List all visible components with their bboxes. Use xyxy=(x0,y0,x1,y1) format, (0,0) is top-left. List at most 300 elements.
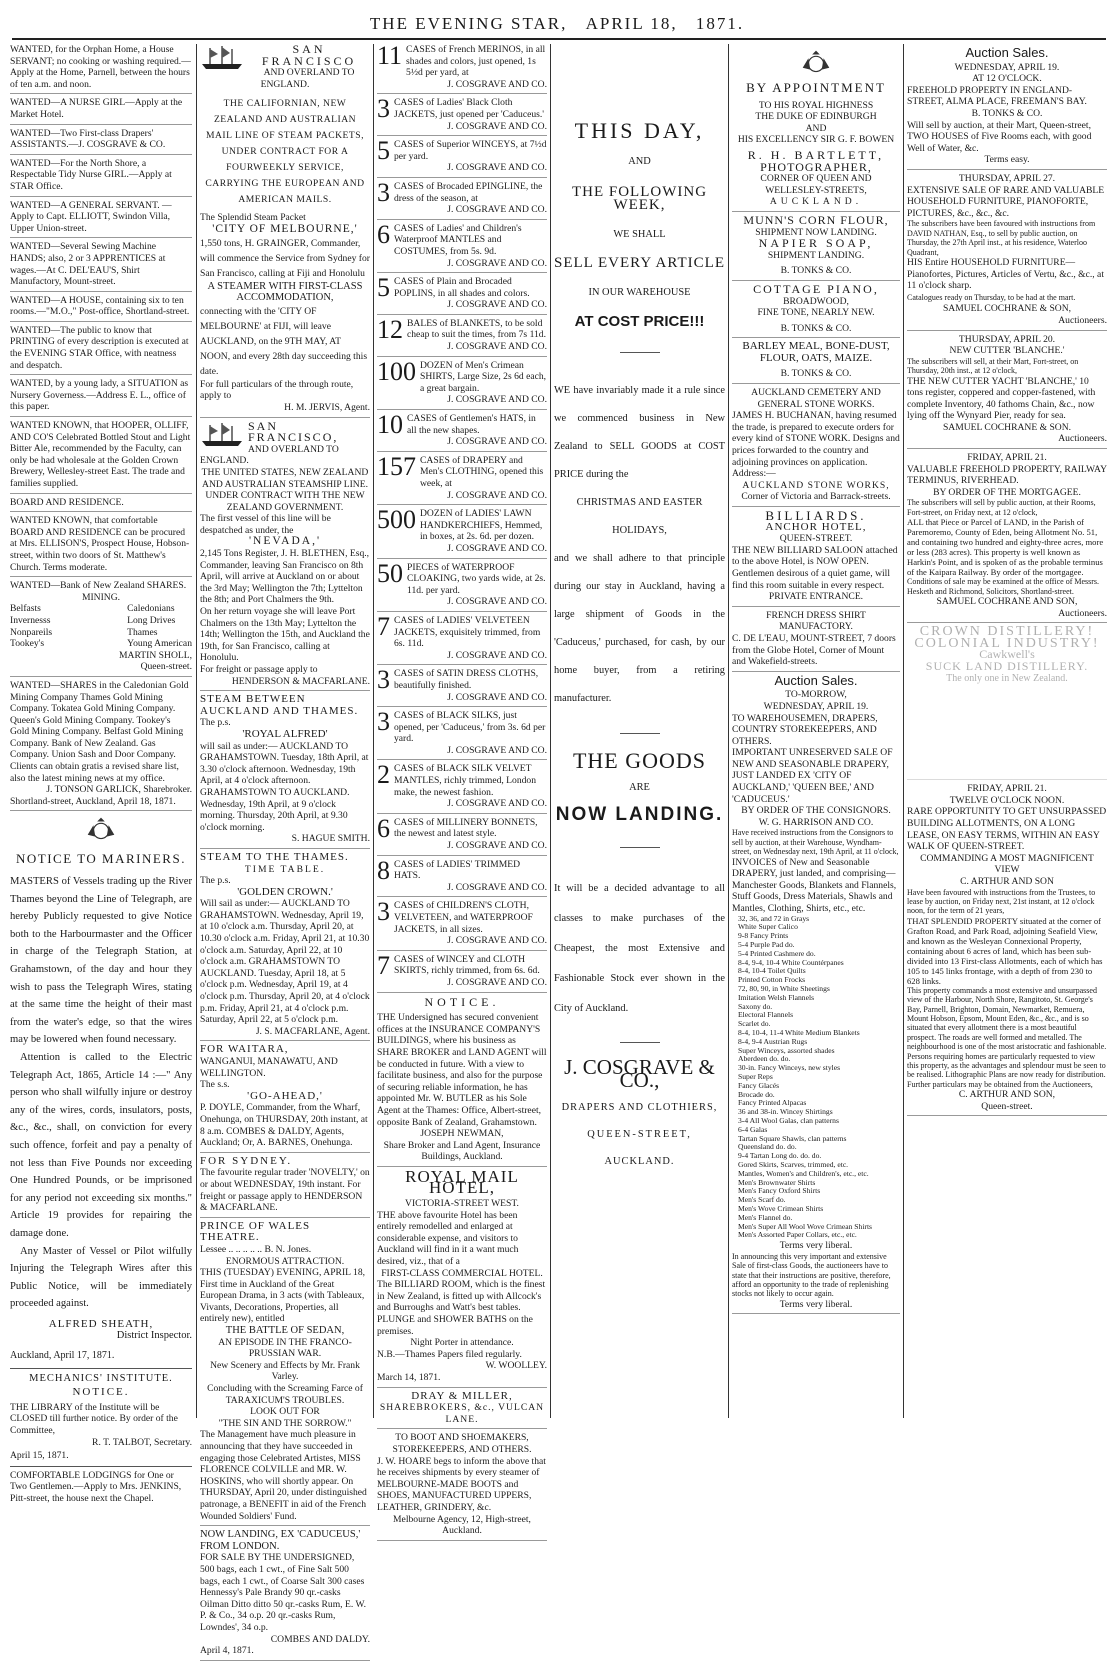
cosgrave-item xyxy=(377,41,547,94)
dray-miller-ad xyxy=(377,1391,547,1430)
ad-text: WANTED—Several Sewing Machine HANDS; also, 2 or 3 APPRENTICES at wages.—At C. DEL'EAU'S, Shirt Manufactory, Mount-street. xyxy=(10,241,166,288)
steamship-icon xyxy=(200,421,244,447)
ad-text: THIS (TUESDAY) EVENING, APRIL 18, First time in Auckland of the Great European Drama, in 3 acts (with Tableaux, Vivants, Decorations, Properties, all entirely new), entitled xyxy=(200,1267,366,1325)
invoice-item: Fancy Printed Alpacas xyxy=(738,1098,807,1108)
invoice-item: 30-in. Fancy Winceys, new styles xyxy=(738,1063,841,1073)
broker-name: J. TONSON GARLICK, Sharebroker. xyxy=(46,784,192,796)
masthead-date: APRIL 18, xyxy=(585,14,678,33)
ad-text: COMMANDING A MOST MAGNIFICENT VIEW xyxy=(920,852,1094,876)
item-text: PIECES of WATERPROOF CLOAKING, two yards wide, at 2s. 11d. per yard. xyxy=(407,561,546,596)
ad-text: Lessee .. .. .. .. .. B. N. Jones. xyxy=(200,1243,312,1255)
ad-address: Melbourne Agency, 12, High-street, Auckland. xyxy=(393,1513,531,1537)
notice-signature: ALFRED SHEATH, xyxy=(48,1317,154,1330)
firm-name: B. TONKS & CO. xyxy=(971,107,1043,119)
ad-address: QUEEN-STREET. xyxy=(779,533,853,545)
shares-ad xyxy=(10,580,192,677)
theatre-ad xyxy=(200,1221,370,1526)
invoice-item: Imitation Welsh Flannels xyxy=(738,992,815,1002)
mechanics-signature: R. T. TALBOT, Secretary. xyxy=(92,1436,192,1448)
ad-text: FINE TONE, NEARLY NEW. xyxy=(757,307,875,319)
ad-address: CORNER OF QUEEN AND WELLESLEY-STREETS, xyxy=(760,173,872,196)
ad-subtitle: VICTORIA-STREET WEST. xyxy=(405,1198,519,1210)
ad-text: THE UNITED STATES, NEW ZEALAND AND AUSTRALIAN STEAMSHIP LINE. xyxy=(201,466,369,490)
ad-text: PRIVATE ENTRANCE. xyxy=(768,591,864,603)
san-francisco-ad xyxy=(200,44,370,418)
masthead xyxy=(0,14,1114,34)
item-count: 12 xyxy=(377,314,403,344)
san-francisco-nevada-ad xyxy=(200,418,370,692)
ad-headline: FIRST-CLASS COMMERCIAL HOTEL. xyxy=(381,1267,543,1279)
invoice-item: 72, 80, 90, in White Sheetings xyxy=(738,984,830,993)
item-text: CASES of CHILDREN'S CLOTH, VELVETEEN, and WATERPROOF JACKETS, in all sizes. xyxy=(394,900,533,935)
column-divider xyxy=(550,44,551,1418)
ad-title: STEAM BETWEEN AUCKLAND AND THAMES. xyxy=(200,693,359,717)
cosgrave-item xyxy=(377,558,547,612)
ad-text: TWO HOUSES of Five Rooms each, with good Well of Water, &c. xyxy=(907,131,1092,154)
share-name: Tookey's xyxy=(10,638,45,650)
ad-title: FRENCH DRESS SHIRT MANUFACTORY. xyxy=(766,609,866,633)
notice-paragraph: Any Master of Vessel or Pilot wilfully Injuring the Telegraph Wires after this Public Notice, will be immediately proceeded against. xyxy=(10,1245,192,1310)
item-count: 2 xyxy=(377,760,390,790)
firm-name: C. ARTHUR AND SON xyxy=(960,876,1054,887)
invoice-item: 8-4, 9-4, 10-4 White Countérpanes xyxy=(738,957,844,967)
ad-text: The BILLIARD ROOM, which is the finest in New Zealand, is fitted up with Allcock's and Burroughs and Watt's best tables. xyxy=(377,1279,546,1314)
invoice-items xyxy=(732,915,900,1240)
ad-text: HIS Entire HOUSEHOLD FURNITURE—Pianofortes, Pictures, Articles of Vertu, &c., &c., at 11 o'clock sharp. xyxy=(907,256,1104,292)
column-2 xyxy=(200,42,370,1657)
auction-date: THURSDAY, APRIL 20. xyxy=(958,333,1056,345)
ad-title: PRINCE OF WALES THEATRE. xyxy=(200,1219,311,1244)
item-text: CASES of Gentlemen's HATS, in all the new shapes. xyxy=(407,413,536,436)
ship-name: 'NEVADA,' xyxy=(248,535,322,548)
invoice-item: Queensland do. do. xyxy=(738,1142,797,1152)
ad-text: WANTED—The public to know that PRINTING of every description is executed at the EVENING STAR Office, with neatness and despatch. xyxy=(10,324,189,371)
invoice-item: Men's Wove Crimean Shirts xyxy=(738,1203,824,1213)
signature: W. WOOLLEY. xyxy=(485,1360,547,1372)
firm-name: J. COSGRAVE AND CO. xyxy=(447,299,547,311)
item-count: 157 xyxy=(377,451,416,481)
share-name: Invernesss xyxy=(10,614,51,626)
sydney-ad xyxy=(200,1156,370,1218)
shares-title: WANTED—Bank of New Zealand SHARES. xyxy=(10,580,187,592)
cosgrave-item xyxy=(377,611,547,665)
barley-ad xyxy=(732,341,900,384)
cosgrave-headline: THE GOODS xyxy=(572,748,707,773)
ad-text: For full particulars of the through route, apply to xyxy=(200,378,354,402)
ad-text: In announcing this very important and extensive Sale of first-class Goods, the auctioneers have to state that their instructions are positive, therefore, afford an opportunity to the trade of replenishing stocks not likely to occur again. xyxy=(732,1251,891,1299)
firm-name: B. TONKS & CO. xyxy=(780,265,852,277)
ad-title: SAN FRANCISCO xyxy=(261,42,357,68)
wanted-ad xyxy=(10,378,192,417)
ad-text: will sail as under:— AUCKLAND TO GRAHAMSTOWN. Tuesday, 18th April, at 3.30 o'clock afternoon. Wednesday, 19th April, at 4 o'clock afternoon. GRAHAMSTOWN TO AUCKLAND. Wednesday, 19th April, at 9 o'clock morning. Thursday, 20th April, at 9.30 o'clock morning. xyxy=(200,740,369,833)
item-text: CASES of LADIES' TRIMMED HATS. xyxy=(394,858,521,882)
cosgrave-headline: AT COST PRICE!!! xyxy=(574,313,705,330)
item-count: 5 xyxy=(377,136,390,166)
ad-title: AUCKLAND CEMETERY AND GENERAL STONE WORKS. xyxy=(751,387,881,410)
piano-ad xyxy=(732,281,900,338)
wanted-ad xyxy=(10,44,192,94)
firm-name: J. COSGRAVE AND CO. xyxy=(447,120,547,132)
cosgrave-text: AND xyxy=(628,156,651,167)
invoice-item: Gored Skirts, Scarves, trimmed, etc. xyxy=(738,1159,849,1169)
firm-name: J. COSGRAVE AND CO. xyxy=(447,341,547,353)
firm-name: J. COSGRAVE AND CO. xyxy=(447,596,547,608)
ad-title: RARE OPPORTUNITY TO GET UNSURPASSED BUILDING ALLOTMENTS, ON A LONG LEASE, ON EASY TERMS, WITHIN AN EASY WALK OF QUEEN-STREET. xyxy=(907,806,1107,853)
ad-text: WANTED, by a young lady, a SITUATION as Nursery Governess.—Address E. L., office of this paper. xyxy=(10,378,189,413)
firm-name: J. COSGRAVE AND CO. xyxy=(447,881,547,893)
ad-text: BOARD AND RESIDENCE. xyxy=(10,496,124,508)
auction-date: TWELVE O'CLOCK NOON. xyxy=(949,794,1065,806)
ad-text: THE above favourite Hotel has been entirely remodelled and enlarged at considerable expense, and visitors to Auckland will find in it a want much desired, viz., that of a xyxy=(377,1209,519,1268)
cochrane-land-ad xyxy=(907,452,1107,623)
invoice-item: 9-4 Tartan Long do. do. do. xyxy=(738,1151,822,1161)
cochrane-cutter-ad xyxy=(907,334,1107,450)
ad-text: IMPORTANT UNRESERVED SALE OF NEW AND SEASONABLE DRAPERY, JUST LANDED EX 'CITY OF AUCKLAND,' 'QUEEN BEE,' AND 'CADUCEUS.' xyxy=(732,747,893,805)
mechanics-notice: NOTICE. xyxy=(72,1386,130,1399)
wanted-ads xyxy=(10,44,192,577)
invoice-item: 8-4, 10-4, 11-4 White Medium Blankets xyxy=(738,1027,860,1037)
ad-subtitle: TIME TABLE. xyxy=(244,863,326,875)
item-text: DOZEN of LADIES' LAWN HANDKERCHIEFS, Hemmed, in boxes, at 2s. 6d. per dozen. xyxy=(420,508,543,543)
invoice-item: Saxony do. xyxy=(738,1001,773,1011)
cosgrave-item xyxy=(377,410,547,452)
agent-name: COMBES AND DALDY. xyxy=(270,1633,370,1645)
ad-title: NOTICE. xyxy=(424,994,500,1009)
invoice-item: Men's Scarf do. xyxy=(738,1195,786,1205)
cosgrave-item xyxy=(377,897,547,950)
wanted-ad xyxy=(10,158,192,197)
cosgrave-paragraph: and we shall adhere to that principle during our stay in Auckland, having a large shipment of Goods in the 'Caduceus,' purchased, for cash, by our home buyer, from a retiring manufacturer. xyxy=(554,553,725,704)
ship-name: 'GOLDEN CROWN.' xyxy=(237,885,333,898)
invoice-item: 32, 36, and 72 in Grays xyxy=(738,913,810,923)
ad-subtitle: SHAREBROKERS, &c., VULCAN LANE. xyxy=(379,1402,545,1425)
column-6 xyxy=(907,44,1107,1418)
firm-name: J. COSGRAVE AND CO. xyxy=(447,935,547,947)
ad-title: BARLEY MEAL, BONE-DUST, FLOUR, OATS, MAIZE. xyxy=(742,340,890,364)
wanted-ad xyxy=(10,128,192,155)
notice-to-mariners-title: NOTICE TO MARINERS. xyxy=(16,851,186,867)
cosgrave-text: IN OUR WAREHOUSE xyxy=(588,287,691,298)
faded-text: The only one in New Zealand. xyxy=(946,672,1068,684)
firm-name: J. COSGRAVE AND CO. xyxy=(447,257,547,269)
cosgrave-item xyxy=(377,760,547,813)
item-count: 6 xyxy=(377,219,390,249)
wanted-ad xyxy=(10,97,192,124)
auction-date: FRIDAY, APRIL 21. xyxy=(967,452,1047,464)
invoice-item: Mantles, Women's and Children's, etc., etc. xyxy=(738,1168,869,1178)
broker-address: Shortland-street, Auckland, April 18, 1871. xyxy=(10,795,176,807)
ad-text: For freight or passage apply to xyxy=(200,664,318,675)
cosgrave-text: QUEEN-STREET, xyxy=(587,1129,692,1140)
cosgrave-paragraph: It will be a decided advantage to all classes to make purchases of the Cheapest, the most Extensive and Fashionable Stock ever shown in the City of Auckland. xyxy=(554,883,725,1014)
ad-text: Will sail as under:— AUCKLAND TO GRAHAMSTOWN. Wednesday, April 19, at 10 o'clock a.m. Thursday, April 20, at 10.30 o'clock a.m. Friday, April 21, at 10.30 o'clock a.m. Saturday, April 22, at 10 o'clock a.m. GRAHAMSTOWN TO AUCKLAND. Tuesday, April 18, at 5 o'clock p.m. Wednesday, April 19, at 4 o'clock p.m. Thursday, April 20, at 4 o'clock p.m. Friday, April 21, at 4 o'clock p.m. Saturday, April 22, at 5 o'clock p.m. xyxy=(200,898,370,1026)
auction-date: WEDNESDAY, APRIL 19. xyxy=(954,61,1060,73)
firm-name: J. COSGRAVE AND CO. xyxy=(447,976,547,988)
item-count: 7 xyxy=(377,950,390,980)
ad-address: Queen-street. xyxy=(981,1100,1033,1112)
ad-text: WANTED—A HOUSE, containing six to ten rooms.—"M.O.," Post-office, Shortland-street. xyxy=(10,294,190,318)
invoice-item: 8-4, 10-4 Toilet Quilts xyxy=(738,966,806,976)
invoice-item: Printed Cotton Frocks xyxy=(738,975,806,985)
invoice-item: 36 and 38-in. Wincey Shirtings xyxy=(738,1107,833,1117)
wanted-ad xyxy=(10,295,192,322)
ad-text: ALL that Piece or Parcel of LAND, in the Parish of Paremoremo, County of Eden, being Allotment No. 51, and containing two hundred and eighty-three acres, more or less (283 acres). This property is well known as Harkin's Point, and is spoken of as the probable terminus of the Kaipara Railway. By order of the mortgagee. xyxy=(907,517,1104,578)
faded-text: COLONIAL INDUSTRY! xyxy=(914,635,1100,651)
item-text: CASES of SATIN DRESS CLOTHS, beautifully finished. xyxy=(394,668,539,691)
ad-text: Have been favoured with instructions from the Trustees, to lease by auction, on Friday next, 21st instant, at 12 o'clock noon, for the term of 21 years, xyxy=(907,887,1096,916)
firm-name: C. ARTHUR AND SON, xyxy=(958,1089,1056,1101)
tonks-auction-ad xyxy=(907,62,1107,170)
wanted-ad xyxy=(10,515,192,577)
tonks-flour-ad xyxy=(732,212,900,281)
cosgrave-paragraph: CHRISTMAS AND EASTER xyxy=(576,497,703,508)
ad-text: J. W. HOARE begs to inform the above that he receives shipments by every steamer of MELBOURNE-MADE BOOTS and SHOES, MANUFACTURED UPPERS, LEATHER, GRINDERY, &c. xyxy=(377,1455,546,1513)
column-5 xyxy=(732,44,900,1418)
firm-name: SAMUEL COCHRANE & SON. xyxy=(942,421,1072,433)
firm-name: J. COSGRAVE AND CO. xyxy=(447,204,547,216)
column-1 xyxy=(10,44,192,1504)
invoice-item: 6-4 Galas xyxy=(738,1124,768,1134)
agent-name: S. HAGUE SMITH. xyxy=(291,833,370,845)
firm-title: Auctioneers. xyxy=(1058,433,1107,445)
ad-text: BROADWOOD, xyxy=(783,295,849,307)
cosgrave-text: AUCKLAND. xyxy=(604,1156,675,1167)
ad-text: AND xyxy=(805,122,827,134)
item-text: CASES of DRAPERY and Men's CLOTHING, opened this week, at xyxy=(420,454,544,489)
ad-title: STEAM TO THE THAMES. xyxy=(200,850,349,863)
bartlett-ad xyxy=(732,82,900,212)
faded-text: Cawkwell's xyxy=(979,647,1035,662)
ad-text: On her return voyage she will leave Port Chalmers on the 13th May; Lyttelton the 14th; Wellington the 15th, and Auckland the 19th, for San Francisco, calling at Honolulu. xyxy=(200,606,370,664)
cosgrave-item xyxy=(377,219,547,273)
auction-date: FRIDAY, APRIL 21. xyxy=(967,783,1047,795)
item-count: 3 xyxy=(377,707,390,737)
ad-title: MUNN'S CORN FLOUR, xyxy=(743,212,889,227)
auction-sales-title: Auction Sales. xyxy=(774,672,858,688)
item-count: 6 xyxy=(377,813,390,843)
ad-text: WANTED KNOWN, that comfortable BOARD AND RESIDENCE can be procured at Mrs. ELLISON'S, Prospect House, Hobson-street, within two doors of St. Matthew's Church. Terms moderate. xyxy=(10,515,190,573)
ad-text: The p.s. xyxy=(200,717,231,729)
invoice-item: 8-4, 9-4 Austrian Rugs xyxy=(738,1036,808,1046)
broker-address: Queen-street. xyxy=(140,661,192,673)
auction-date: AT 12 O'CLOCK. xyxy=(972,73,1042,85)
item-text: CASES of Plain and Brocaded POPLINS, in all shades and colors. xyxy=(394,276,530,299)
ad-text: 1,550 tons, H. GRAINGER, Commander, will commence the Service from Sydney for San Francisco, calling at Fiji and Honolulu xyxy=(200,237,370,279)
share-name: Long Drives xyxy=(127,614,176,626)
column-divider xyxy=(903,44,904,1418)
hoare-ad xyxy=(377,1432,547,1540)
item-count: 3 xyxy=(377,897,390,927)
item-text: CASES of WINCEY and CLOTH SKIRTS, richly trimmed, from 6s. 6d. xyxy=(394,953,540,977)
ad-text: WANTED—For the North Shore, a Respectable Tidy Nurse GIRL.—Apply at STAR Office. xyxy=(10,157,172,192)
cosgrave-item xyxy=(377,707,547,760)
item-text: CASES of French MERINOS, in all shades and colors, just opened, 1s 5½d per yard, at xyxy=(406,44,546,79)
ad-text: New Scenery and Effects by Mr. Frank Varley. xyxy=(210,1359,360,1383)
notice-paragraph: MASTERS of Vessels trading up the River Thames beyond the Line of Telegraph, are hereby Publicly requested to give Notice both to the Harbourmaster and the Officer in charge of the Telegraph Station, at Grahamstown, of the day and hour they wish to pass the Telegraph Wires, stating at the same time the height of their mast from the water's edge, so that the wires may be lowered when found necessary. xyxy=(10,876,192,1046)
wanted-ad xyxy=(10,497,192,513)
item-count: 3 xyxy=(377,177,390,207)
mechanics-body: THE LIBRARY of the Institute will be CLOSED till further notice. By order of the Committee, xyxy=(10,1401,178,1437)
invoice-item: Men's Super All Wool Wove Crimean Shirts xyxy=(738,1221,873,1231)
notice-paragraph: Attention is called to the Electric Telegraph Act, 1865, Article 14 :—" Any person who shall wilfully injure or destroy any of the wires, cords, insulators, posts, &c., &c., shall, on conviction for every such offence, forfeit and pay a penalty of not less than Five Pounds nor exceeding One Hundred Pounds, or be imprisoned for any period not exceeding six months." Article 19 provides for repairing the damage done. xyxy=(10,1051,192,1239)
ad-title: FOR SYDNEY. xyxy=(200,1154,293,1167)
now-landing-ad xyxy=(200,1529,370,1661)
cosgrave-item xyxy=(377,505,547,558)
cosgrave-text: DRAPERS AND CLOTHIERS, xyxy=(561,1102,718,1113)
harrison-auction-ad xyxy=(732,689,900,1314)
wanted-ad xyxy=(10,241,192,291)
cosgrave-firm: J. COSGRAVE & CO., xyxy=(564,1055,715,1092)
ad-text: THAT SPLENDID PROPERTY situated at the corner of Grafton Road, and Park Road, adjoining Seafield View, and known as the Wesleyan Connexional Property, containing about 6 acres of land, which has been sub-divided into 13 First-class Allotments, each of which has 105 to 145 links frontage, with a depth of from 230 to 628 links. xyxy=(907,915,1103,986)
ad-text: WANTED—A GENERAL SERVANT. —Apply to Capt. ELLIOTT, Swindon Villa, Upper Union-street. xyxy=(10,199,172,234)
ship-name: 'CITY OF MELBOURNE,' xyxy=(212,222,358,235)
invoice-item: 5-4 Purple Pad do. xyxy=(738,940,795,950)
ad-text: connecting with the 'CITY OF MELBOURNE' at FIJI, will leave AUCKLAND, on the 9TH MAY, AT NOON, and every 28th day succeeding this date. xyxy=(200,305,368,377)
ad-text: Night Porter in attendance. xyxy=(410,1337,514,1349)
cosgrave-item xyxy=(377,273,547,315)
ad-text: Catalogues ready on Thursday, to be had at the mart. xyxy=(907,292,1076,302)
royal-crest-icon xyxy=(797,48,835,78)
cosgrave-text: WE SHALL xyxy=(613,229,666,240)
firm-name: J. COSGRAVE AND CO. xyxy=(447,542,547,554)
firm-name: J. COSGRAVE AND CO. xyxy=(447,691,547,703)
invoice-item: Men's Brownwater Shirts xyxy=(738,1177,816,1187)
invoice-item: Men's Fancy Oxford Shirts xyxy=(738,1186,821,1196)
ad-subtitle: AND OVERLAND TO ENGLAND. xyxy=(260,67,355,90)
ship-name: 'ROYAL ALFRED' xyxy=(242,727,328,740)
play-title: THE BATTLE OF SEDAN, xyxy=(225,1325,345,1337)
cosgrave-item xyxy=(377,314,547,357)
firm-name: J. COSGRAVE AND CO. xyxy=(447,840,547,852)
shares-text: WANTED—SHARES in the Caledonian Gold Mining Company Thames Gold Mining Company. Tokatea Gold Mining Company. Queen's Gold Mining Company. Tookey's Gold Mining Company. Belfast Gold Mining Company. Bank of New Zealand. Gas Company. Union Sash and Door Company. Clients can obtain gratis a revised share list, also the latest mining news at my office. xyxy=(10,679,189,784)
waitara-ad xyxy=(200,1044,370,1152)
column-divider xyxy=(373,44,374,1418)
cosgrave-headline: NOW LANDING. xyxy=(555,804,724,825)
item-count: 3 xyxy=(377,94,390,124)
notice-to-mariners-body xyxy=(10,873,192,1313)
firm-title: Auctioneers. xyxy=(1058,314,1107,326)
ad-title: VALUABLE FREEHOLD PROPERTY, RAILWAY TERMINUS, RIVERHEAD. xyxy=(907,463,1107,487)
ad-title: EXTENSIVE SALE OF RARE AND VALUABLE HOUSEHOLD FURNITURE, PIANOFORTE, PICTURES, &c., &c., &c. xyxy=(907,184,1105,219)
shares-right xyxy=(127,603,192,649)
ad-text: The favourite regular trader 'NOVELTY,' on or about WEDNESDAY, 19th instant. For freight or passage apply to HENDERSON & MACFARLANE. xyxy=(200,1167,370,1214)
item-count: 8 xyxy=(377,855,390,885)
firm-name: J. COSGRAVE AND CO. xyxy=(447,798,547,810)
ad-title: BILLIARDS. xyxy=(765,508,867,523)
firm-name: SAMUEL COCHRANE AND SON, xyxy=(936,596,1078,608)
ad-subtitle: ANCHOR HOTEL, xyxy=(765,520,867,533)
invoice-item: Aberdeen do. do. xyxy=(738,1054,791,1064)
agent-name: J. S. MACFARLANE, Agent. xyxy=(255,1025,370,1037)
ad-text: BY ORDER OF THE MORTGAGEE. xyxy=(933,486,1081,498)
ad-title: BY APPOINTMENT xyxy=(746,80,886,95)
ad-text: WANTED—A NURSE GIRL—Apply at the Market Hotel. xyxy=(10,97,183,120)
ad-text: ENORMOUS ATTRACTION. xyxy=(225,1255,345,1267)
firm-name: W. G. HARRISON AND CO. xyxy=(758,816,874,828)
wanted-ad xyxy=(10,325,192,375)
ad-text: This property commands a most extensive and unsurpassed view of the Harbour, North Shore, Rangitoto, St. George's Bay, Parnell, Brighton, Domain, Newmarket, Remuera, Mount Hobson, Epsom, Mount Eden, &c., &c., and is so situated that every allotment there is a most beautiful prospect. The roads are well formed and metalled. The neighbourhood is one of the most aristocratic and fashionable. Persons requiring homes are particularly requested to view this property, as the advantages and splendour must be seen to be realised. Lithographic Plans are now ready for distribution. Further particulars may be obtained from the Auctioneers, xyxy=(907,985,1107,1089)
invoice-item: Men's Assorted Paper Collars, etc., etc. xyxy=(738,1230,857,1240)
ad-title: DRAY & MILLER, xyxy=(411,1389,513,1402)
ad-text: TO WAREHOUSEMEN, DRAPERS, COUNTRY STOREKEEPERS, AND OTHERS. xyxy=(732,712,878,747)
ad-title: NOW LANDING, EX 'CADUCEUS,' FROM LONDON. xyxy=(200,1529,361,1552)
ad-text: The Management have much pleasure in announcing that they have succeeded in engaging those Celebrated Artistes, MISS FLORENCE COLVILLE and MR. W. HOSKINS, who will shortly appear. On THURSDAY, April 20, under distinguished patronage, a BENEFIT in aid of the French Wounded Soldiers' Fund. xyxy=(200,1429,367,1522)
ad-text: INVOICES of New and Seasonable DRAPERY, just landed, and comprising—Manchester Goods, Blankets and Flannels, Stuff Goods, Dress Materials, Shawls and Mantles, Clothing, Shirts, etc., etc. xyxy=(732,856,897,915)
column-4 xyxy=(554,44,725,1418)
cosgrave-paragraph: WE have invariably made it a rule since we commenced business in New Zealand to SELL GOODS at COST PRICE during the xyxy=(554,385,725,480)
firm-name: J. COSGRAVE AND CO. xyxy=(447,744,547,756)
firm-name: J. COSGRAVE AND CO. xyxy=(447,436,547,448)
faded-text: SUCK LAND DISTILLERY. xyxy=(925,659,1089,674)
mining-label: MINING. xyxy=(81,591,121,603)
ad-text: P. DOYLE, Commander, from the Wharf, Onehunga, on THURSDAY, 20th instant, at 8 a.m. COMBES & DALDY, Agents, Auckland; Or, A. BARNES, Onehunga. xyxy=(200,1102,368,1149)
bartlett-name: R. H. BARTLETT, xyxy=(747,147,885,162)
invoice-item: 9-8 Fancy Prints xyxy=(738,931,789,941)
invoice-item: Tartan Square Shawls, clan patterns xyxy=(738,1133,847,1143)
ad-text: THE NEW BILLIARD SALOON attached to the above Hotel, is NOW OPEN. Gentlemen desirous of a quiet game, will find this room suitable in every respect. xyxy=(732,544,898,591)
shares-list xyxy=(10,603,192,649)
cosgrave-item xyxy=(377,136,547,178)
ad-title: COTTAGE PIANO, xyxy=(753,281,879,296)
ad-text: Have received instructions from the Consignors to sell by auction, at their Warehouse, Wyndham-street, on Wednesday next, 19th April, at 11 o'clock, xyxy=(732,828,899,857)
arthur-auction-ad xyxy=(907,783,1107,1116)
item-text: DOZEN of Men's Crimean SHIRTS, Large Size, 2s 6d each, a great bargain. xyxy=(420,359,547,394)
ad-text: THE Undersigned has secured convenient offices at the INSURANCE COMPANY'S BUILDINGS, where his business as SHARE BROKER and LAND AGENT will be conducted in future. With a view to facilitate business, and also for the purpose of securing reliable information, he has appointed Mr. W. BUTLER as his Sole Agent at the Thames: Office, Albert-street, opposite Bank of Zealand, Grahamstown. xyxy=(377,1012,547,1128)
ad-title: ROYAL MAIL HOTEL, xyxy=(405,1166,519,1198)
invoice-item: White Super Calico xyxy=(738,922,798,932)
invoice-item: 3-4 All Wool Galas, clan patterns xyxy=(738,1115,839,1125)
ad-headline: A STEAMER WITH FIRST-CLASS ACCOMMODATION, xyxy=(207,280,363,304)
masthead-title: THE EVENING STAR, xyxy=(369,14,568,33)
notice-date: Auckland, April 17, 1871. xyxy=(10,1350,115,1362)
item-count: 11 xyxy=(377,41,403,70)
ad-address: AUCKLAND. xyxy=(769,196,863,208)
item-text: BALES of BLANKETS, to be sold cheap to suit the times, from 7s 11d. xyxy=(407,317,546,341)
ad-text: TO HIS ROYAL HIGHNESS xyxy=(758,99,874,111)
royal-alfred-ad xyxy=(200,694,370,849)
wanted-ad xyxy=(10,420,192,494)
column-divider xyxy=(196,44,197,1418)
broker-name: MARTIN SHOLL, xyxy=(119,649,192,661)
invoice-item: Super Reps xyxy=(738,1071,773,1081)
royal-crest-icon xyxy=(82,815,120,845)
ad-title: FREEHOLD PROPERTY IN ENGLAND-STREET, ALMA PLACE, FREEMAN'S BAY. xyxy=(907,84,1087,108)
share-name: Nonpareils xyxy=(10,626,53,638)
ad-subtitle: AND OVERLAND TO ENGLAND. xyxy=(200,443,339,467)
ad-text: C. DE L'EAU, MOUNT-STREET, 7 doors from the Globe Hotel, Corner of Mount and Wakefield-streets. xyxy=(732,632,896,668)
ad-date: March 14, 1871. xyxy=(377,1371,441,1383)
firm-title: Auctioneers. xyxy=(1058,607,1107,619)
item-text: CASES of MILLINERY BONNETS, the newest and latest style. xyxy=(394,816,538,840)
signature-title: Share Broker and Land Agent, Insurance Buildings, Auckland. xyxy=(383,1139,541,1163)
ad-text: SHIPMENT NOW LANDING. xyxy=(755,226,877,238)
ad-text: The s.s. xyxy=(200,1079,230,1091)
ad-text: HIS EXCELLENCY SIR G. F. BOWEN xyxy=(737,134,895,146)
steamship-icon xyxy=(200,44,244,70)
cosgrave-item xyxy=(377,665,547,707)
shares-left xyxy=(10,603,52,649)
ad-title: FOR WAITARA, xyxy=(200,1043,289,1056)
cosgrave-item xyxy=(377,855,547,898)
ad-text: UNDER CONTRACT WITH THE NEW ZEALAND GOVERNMENT. xyxy=(205,490,365,513)
invoice-item: Fancy Glacés xyxy=(738,1080,780,1090)
ad-text: Address:— xyxy=(732,468,776,480)
ad-date: April 4, 1871. xyxy=(200,1645,254,1657)
item-count: 500 xyxy=(377,505,416,535)
column-divider xyxy=(728,44,729,1418)
golden-crown-ad xyxy=(200,852,370,1042)
cosgrave-items xyxy=(377,41,547,993)
